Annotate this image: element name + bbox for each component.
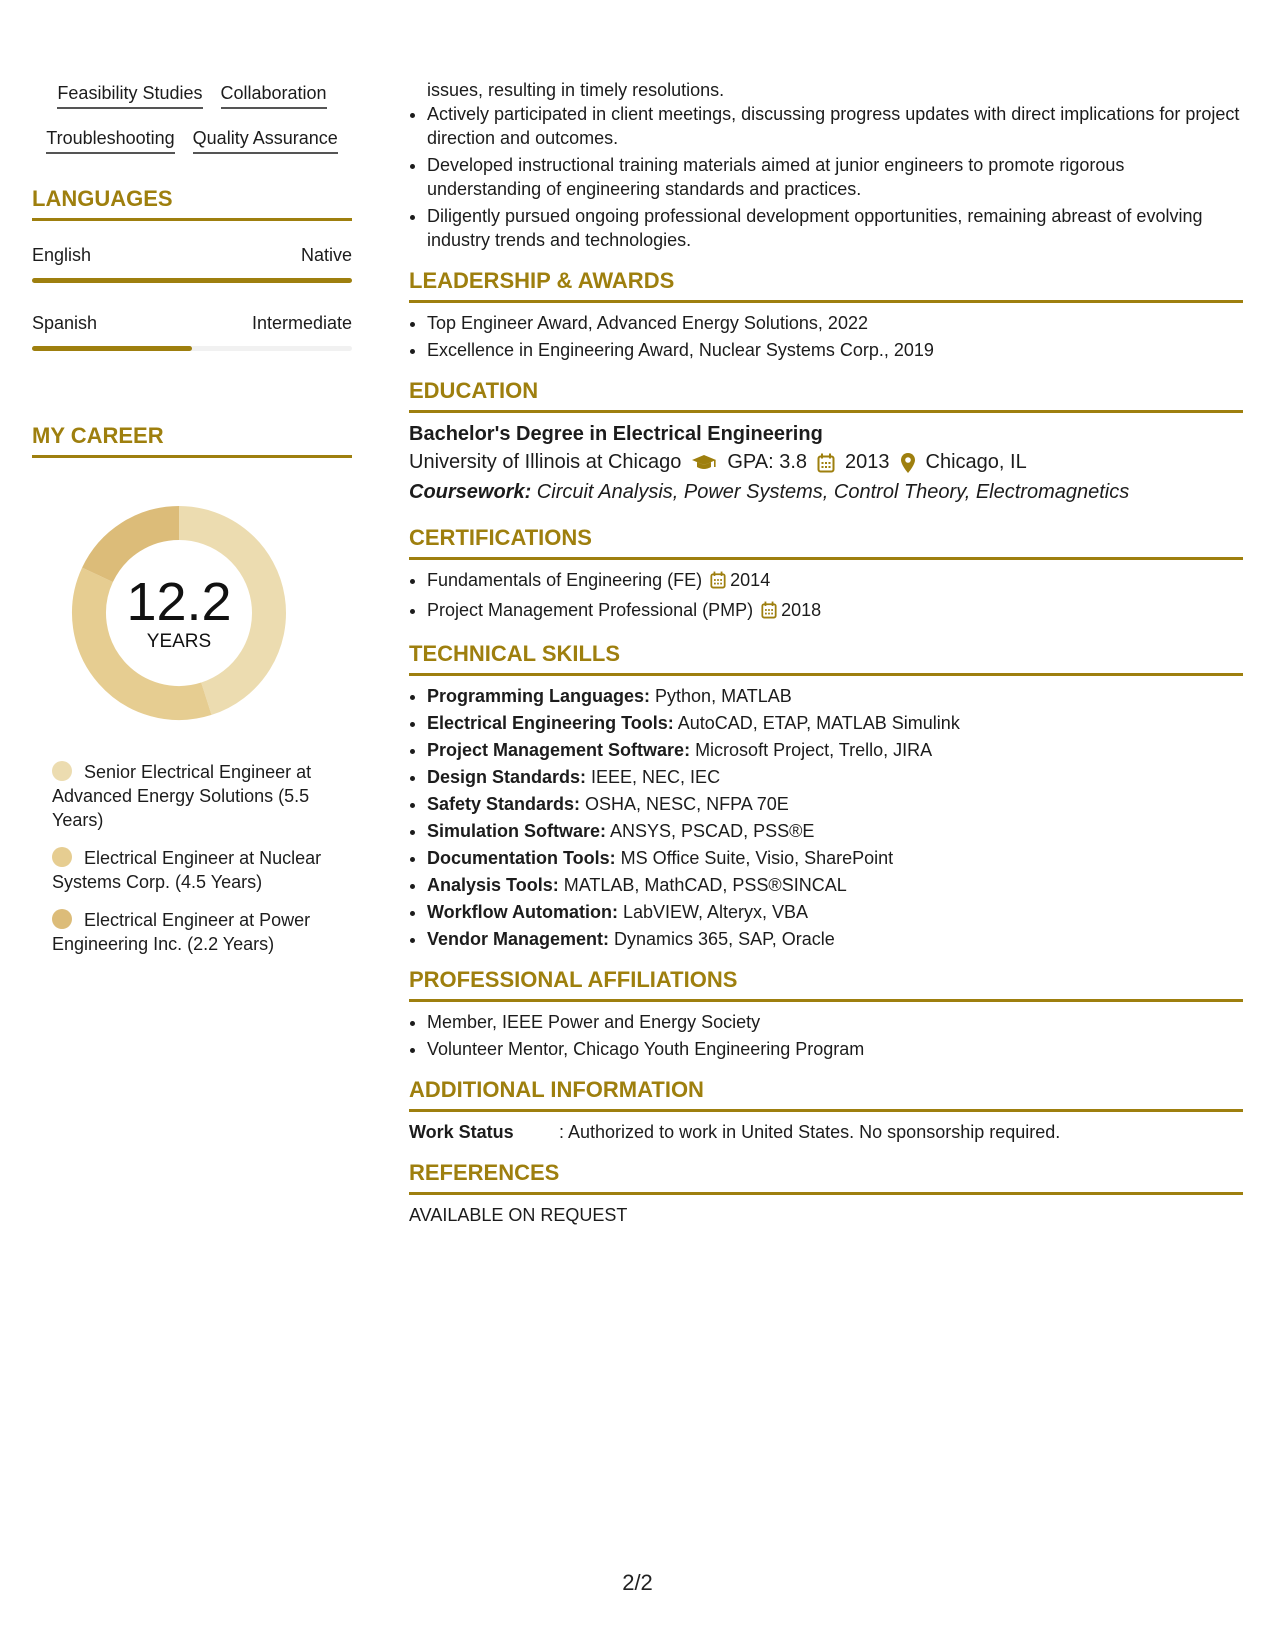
skill-value: IEEE, NEC, IEC (586, 767, 721, 787)
skill-value: Dynamics 365, SAP, Oracle (609, 929, 835, 949)
education-meta (409, 447, 1243, 477)
experience-bullet: • Developed instructional training materials aimed at junior engineers to promote rigorous understanding of engineering standards and practices. (427, 153, 1243, 201)
experience-bullets (409, 102, 1243, 252)
technical-skill-item (427, 765, 1243, 789)
skill-tag: Feasibility Studies (57, 82, 202, 109)
additional-info-heading: ADDITIONAL INFORMATION (409, 1077, 1243, 1112)
legend-dot (52, 847, 72, 867)
certifications-heading: CERTIFICATIONS (409, 525, 1243, 560)
skill-label: Analysis Tools: (427, 875, 559, 895)
certifications-list (409, 568, 1243, 625)
location-pin-icon (900, 447, 916, 477)
language-level: Native (300, 245, 352, 265)
experience-bullet: • Diligently pursued ongoing professional development opportunities, remaining abreast of evolving industry trends and technologies. (427, 204, 1243, 252)
career-heading: MY CAREER (32, 423, 352, 458)
education-coursework (409, 477, 1243, 507)
legend-label: Senior Electrical Engineer at Advanced Energy Solutions (5.5 Years) (52, 762, 312, 830)
skill-label: Documentation Tools: (427, 848, 616, 868)
certification-year: 2018 (781, 600, 822, 620)
career-total-years: 12.2 (126, 572, 232, 632)
experience-continued-line: issues, resulting in timely resolutions. (427, 80, 725, 100)
certification-name: Project Management Professional (PMP) (427, 600, 754, 620)
work-status-label: Work Status (409, 1122, 514, 1142)
skill-value: Python, MATLAB (650, 686, 792, 706)
skill-label: Vendor Management: (427, 929, 610, 949)
work-status-value: : Authorized to work in United States. No sponsorship required. (559, 1122, 1061, 1142)
skill-row (32, 127, 352, 154)
skill-tag: Collaboration (221, 82, 327, 109)
language-item (32, 245, 352, 283)
skill-tag: Troubleshooting (46, 127, 174, 154)
references-text: AVAILABLE ON REQUEST (409, 1205, 628, 1225)
education-degree: Bachelor's Degree in Electrical Engineering (409, 423, 823, 445)
skill-value: LabVIEW, Alteryx, VBA (617, 902, 809, 922)
skill-label: Electrical Engineering Tools: (427, 713, 674, 733)
awards-list (409, 311, 1243, 362)
technical-skill-item (427, 927, 1243, 951)
certification-year: 2014 (730, 570, 771, 590)
work-status-row (409, 1120, 1243, 1144)
award-item: • Top Engineer Award, Advanced Energy Solutions, 2022 (427, 311, 1243, 335)
award-item: • Excellence in Engineering Award, Nuclear Systems Corp., 2019 (427, 338, 1243, 362)
affiliation-item: • Member, IEEE Power and Energy Society (427, 1010, 1243, 1034)
legend-label: Electrical Engineer at Power Engineering Inc. (2.2 Years) (52, 910, 311, 954)
calendar-icon (761, 601, 777, 625)
career-donut-chart (66, 500, 292, 726)
skill-value: Microsoft Project, Trello, JIRA (690, 740, 933, 760)
skill-value: MS Office Suite, Visio, SharePoint (615, 848, 894, 868)
main-column (409, 78, 1243, 1227)
calendar-icon (817, 447, 835, 477)
sidebar (32, 82, 352, 970)
graduation-cap-icon (691, 447, 717, 477)
skill-label: Design Standards: (427, 767, 587, 787)
technical-skill-item (427, 846, 1243, 870)
languages-heading: LANGUAGES (32, 186, 352, 221)
legend-dot (52, 909, 72, 929)
legend-item (52, 908, 342, 956)
skill-value: ANSYS, PSCAD, PSS®E (606, 821, 815, 841)
certification-item (427, 598, 1243, 625)
education-heading: EDUCATION (409, 378, 1243, 413)
affiliations-heading: PROFESSIONAL AFFILIATIONS (409, 967, 1243, 1002)
certification-item (427, 568, 1243, 595)
experience-bullet: • Actively participated in client meetings, discussing progress updates with direct implications for project direction and outcomes. (427, 102, 1243, 150)
legend-label: Electrical Engineer at Nuclear Systems Corp. (4.5 Years) (52, 848, 322, 892)
education-location: Chicago, IL (925, 451, 1027, 473)
skill-label: Programming Languages: (427, 686, 651, 706)
calendar-icon (710, 571, 726, 595)
references-heading: REFERENCES (409, 1160, 1243, 1195)
technical-skill-item (427, 792, 1243, 816)
education-year: 2013 (845, 451, 890, 473)
skill-row (32, 82, 352, 109)
skill-label: Workflow Automation: (427, 902, 618, 922)
technical-skills-heading: TECHNICAL SKILLS (409, 641, 1243, 676)
language-proficiency-fill (32, 346, 192, 351)
affiliations-list (409, 1010, 1243, 1061)
technical-skill-item (427, 819, 1243, 843)
language-proficiency-fill (32, 278, 352, 283)
language-name: Spanish (32, 313, 98, 333)
skill-label: Safety Standards: (427, 794, 581, 814)
affiliation-item: • Volunteer Mentor, Chicago Youth Engineering Program (427, 1037, 1243, 1061)
coursework-label: Coursework: (409, 481, 532, 503)
education-school: University of Illinois at Chicago (409, 451, 682, 473)
technical-skill-item (427, 738, 1243, 762)
language-level: Intermediate (251, 313, 352, 333)
career-legend (32, 760, 352, 956)
skill-value: MATLAB, MathCAD, PSS®SINCAL (558, 875, 847, 895)
education-gpa: GPA: 3.8 (727, 451, 808, 473)
skill-label: Simulation Software: (427, 821, 607, 841)
technical-skill-item (427, 873, 1243, 897)
legend-item (52, 760, 342, 832)
legend-dot (52, 761, 72, 781)
skill-label: Project Management Software: (427, 740, 691, 760)
legend-item (52, 846, 342, 894)
technical-skills-list (409, 684, 1243, 951)
language-name: English (32, 245, 92, 265)
awards-heading: LEADERSHIP & AWARDS (409, 268, 1243, 303)
coursework-list: Circuit Analysis, Power Systems, Control Theory, Electromagnetics (531, 481, 1130, 503)
language-proficiency-bar (32, 278, 352, 283)
skill-tag: Quality Assurance (193, 127, 338, 154)
donut-center (66, 500, 292, 726)
skill-value: OSHA, NESC, NFPA 70E (580, 794, 789, 814)
language-item (32, 313, 352, 351)
certification-name: Fundamentals of Engineering (FE) (427, 570, 703, 590)
page-number: 2/2 (622, 1570, 653, 1595)
technical-skill-item (427, 900, 1243, 924)
technical-skill-item (427, 684, 1243, 708)
technical-skill-item (427, 711, 1243, 735)
skill-value: AutoCAD, ETAP, MATLAB Simulink (673, 713, 960, 733)
language-proficiency-bar (32, 346, 352, 351)
career-years-unit: YEARS (146, 631, 212, 652)
